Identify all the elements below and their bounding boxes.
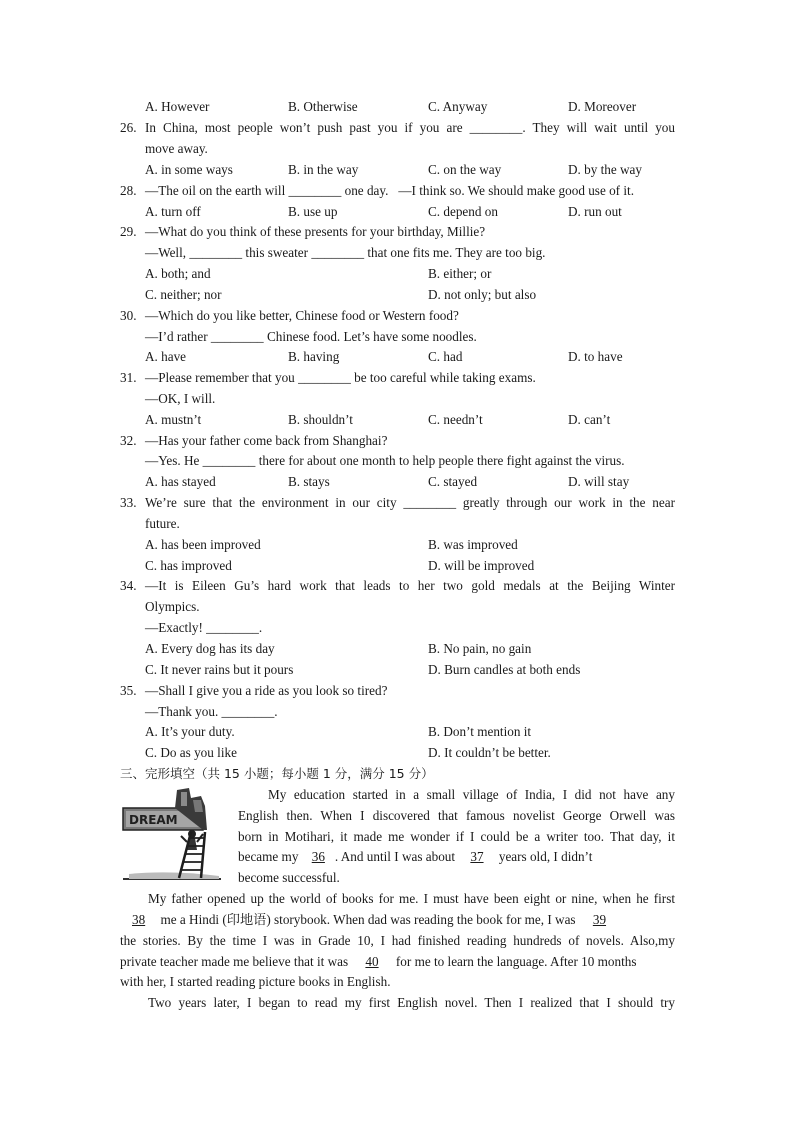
question-text: —Thank you. ________.: [145, 704, 278, 719]
question-text: —What do you think of these presents for your birthday, Millie?: [145, 224, 486, 239]
question-number: 32.: [120, 433, 137, 448]
option-b: B. stays: [288, 474, 330, 489]
option-d: D. It couldn’t be better.: [428, 745, 551, 760]
question-text: —Which do you like better, Chinese food or Western food?: [145, 308, 459, 323]
blank-38[interactable]: 38: [132, 912, 146, 927]
option-d: D. Moreover: [568, 99, 637, 114]
option-b: B. shouldn’t: [288, 412, 353, 427]
option-c: C. neither; nor: [145, 287, 222, 302]
option-b: B. use up: [288, 204, 338, 219]
option-b: B. Otherwise: [288, 99, 358, 114]
question-text: move away.: [145, 141, 208, 156]
dream-ladder-illustration: [121, 786, 225, 884]
section-heading: 三、完形填空（共 15 小题；每小题 1 分，满分 15 分）: [120, 766, 434, 781]
option-d: D. Burn candles at both ends: [428, 662, 581, 677]
question-text: —Please remember that you ________ be too careful while taking exams.: [145, 370, 536, 385]
option-a: A. in some ways: [145, 162, 233, 177]
passage-line: My education started in a small village of India, I did not have any: [268, 787, 675, 802]
option-a: A. It’s your duty.: [145, 724, 235, 739]
question-text: —It is Eileen Gu’s hard work that leads to her two gold medals at the Beijing Winter: [145, 578, 675, 593]
question-text: —OK, I will.: [145, 391, 216, 406]
option-a: A. has stayed: [145, 474, 216, 489]
option-b: B. either; or: [428, 266, 492, 281]
blank-39[interactable]: 39: [592, 912, 607, 927]
option-c: C. had: [428, 349, 463, 364]
question-number: 26.: [120, 120, 137, 135]
question-text: —Yes. He ________ there for about one month to help people there fight against the virus.: [145, 453, 625, 468]
question-text: future.: [145, 516, 180, 531]
option-a: A. turn off: [145, 204, 201, 219]
option-d: D. will be improved: [428, 558, 535, 573]
option-d: D. can’t: [568, 412, 611, 427]
option-c: C. Anyway: [428, 99, 488, 114]
passage-line: Two years later, I began to read my first English novel. Then I realized that I should try: [148, 995, 675, 1010]
question-text: We’re sure that the environment in our city ________ greatly through our work in the near: [145, 495, 675, 510]
question-number: 30.: [120, 308, 137, 323]
question-text: —Exactly! ________.: [145, 620, 263, 635]
option-a: A. However: [145, 99, 210, 114]
passage-line: became my 36 . And until I was about 37 years old, I didn’t: [238, 849, 593, 864]
question-text: —Has your father come back from Shanghai?: [145, 433, 388, 448]
passage-line: born in Motihari, it made me wonder if I could be a writer too. That day, it: [238, 829, 675, 844]
question-text: In China, most people won’t push past you if you are ________. They will wait until you: [145, 120, 675, 135]
question-number: 34.: [120, 578, 137, 593]
passage-line: with her, I started reading picture books in English.: [120, 974, 391, 989]
option-c: C. has improved: [145, 558, 232, 573]
question-number: 28.: [120, 183, 137, 198]
option-c: C. depend on: [428, 204, 498, 219]
blank-37[interactable]: 37: [470, 849, 484, 864]
passage-line: private teacher made me believe that it was 40 for me to learn the language. After 10 months: [120, 954, 637, 969]
question-number: 33.: [120, 495, 137, 510]
option-b: B. was improved: [428, 537, 518, 552]
question-text: —I’d rather ________ Chinese food. Let’s have some noodles.: [145, 329, 477, 344]
blank-36[interactable]: 36: [311, 849, 325, 864]
passage-line: English then. When I discovered that famous novelist George Orwell was: [238, 808, 675, 823]
question-number: 35.: [120, 683, 137, 698]
option-c: C. needn’t: [428, 412, 483, 427]
option-c: C. stayed: [428, 474, 478, 489]
option-c: C. on the way: [428, 162, 502, 177]
option-a: A. Every dog has its day: [145, 641, 275, 656]
option-a: A. both; and: [145, 266, 211, 281]
option-c: C. It never rains but it pours: [145, 662, 294, 677]
passage-line: the stories. By the time I was in Grade 10, I had finished reading hundreds of novels. Also,my: [120, 933, 675, 948]
passage-line: My father opened up the world of books for me. I must have been eight or nine, when he first: [148, 891, 675, 906]
option-d: D. to have: [568, 349, 623, 364]
option-d: D. by the way: [568, 162, 642, 177]
option-d: D. will stay: [568, 474, 630, 489]
option-b: B. having: [288, 349, 340, 364]
passage-line: 38 me a Hindi (印地语) storybook. When dad was reading the book for me, I was 39: [120, 912, 610, 928]
option-b: B. Don’t mention it: [428, 724, 532, 739]
blank-40[interactable]: 40: [365, 954, 379, 969]
passage-line: become successful.: [238, 870, 340, 885]
option-d: D. not only; but also: [428, 287, 537, 302]
option-a: A. mustn’t: [145, 412, 202, 427]
option-a: A. have: [145, 349, 187, 364]
option-a: A. has been improved: [145, 537, 261, 552]
question-text: —Well, ________ this sweater ________ that one fits me. They are too big.: [145, 245, 546, 260]
option-b: B. in the way: [288, 162, 359, 177]
option-d: D. run out: [568, 204, 622, 219]
question-text: —Shall I give you a ride as you look so tired?: [145, 683, 388, 698]
sign-text: DREAM: [129, 813, 178, 827]
question-text: Olympics.: [145, 599, 200, 614]
option-b: B. No pain, no gain: [428, 641, 532, 656]
option-c: C. Do as you like: [145, 745, 237, 760]
question-text: —The oil on the earth will ________ one day. —I think so. We should make good use of it.: [145, 183, 634, 198]
question-number: 31.: [120, 370, 137, 385]
question-number: 29.: [120, 224, 137, 239]
